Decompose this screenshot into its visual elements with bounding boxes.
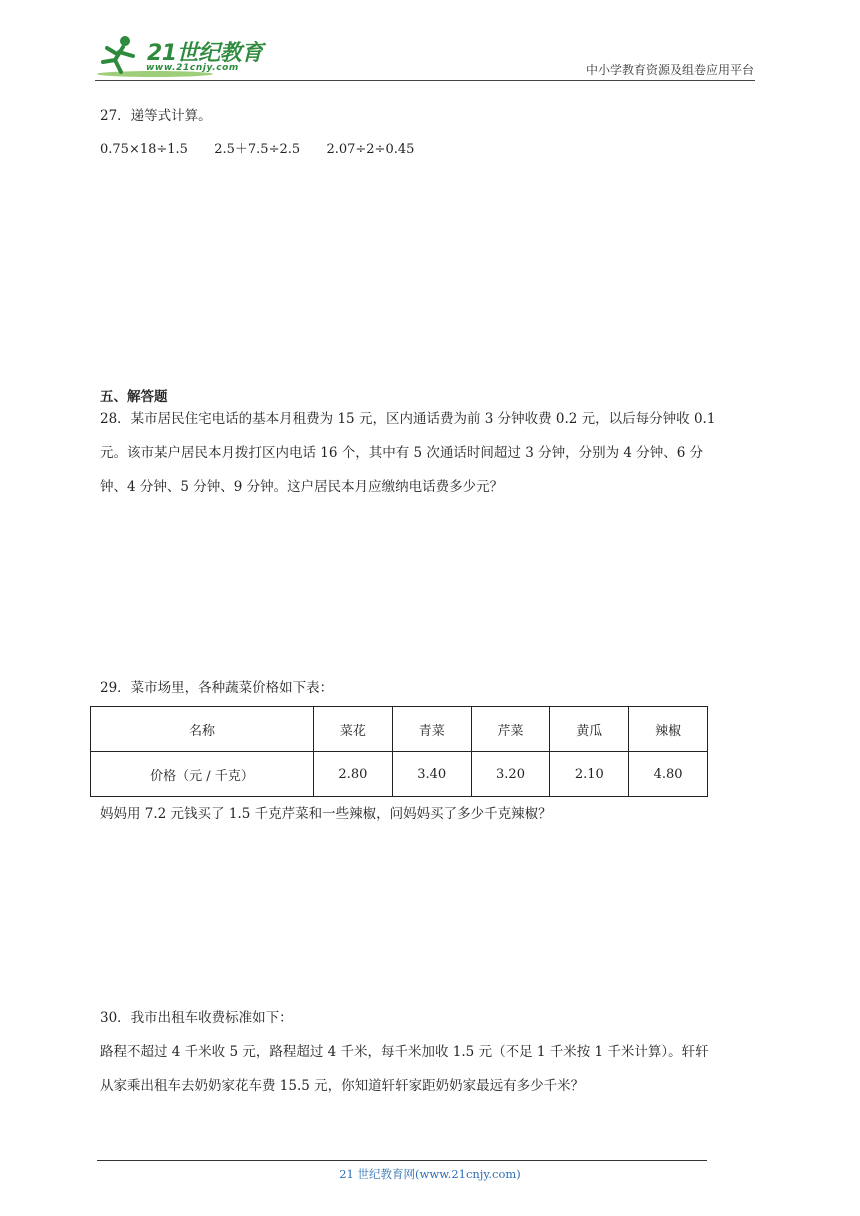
table-cell: 名称 bbox=[91, 707, 314, 752]
logo-text: 21世纪教育 bbox=[147, 41, 263, 66]
table-cell: 2.10 bbox=[550, 752, 629, 797]
q28-line-3: 钟、4 分钟、5 分钟、9 分钟。这户居民本月应缴纳电话费多少元？ bbox=[100, 479, 504, 495]
table-cell: 3.20 bbox=[471, 752, 550, 797]
q27-expr-2: 2.5＋7.5÷2.5 bbox=[214, 142, 301, 157]
table-cell: 3.40 bbox=[392, 752, 471, 797]
q27-title: 27．递等式计算。 bbox=[100, 108, 212, 124]
section-title: 五、解答题 bbox=[100, 389, 168, 405]
q30-line-2: 从家乘出租车去奶奶家花车费 15.5 元，你知道轩轩家距奶奶家最远有多少千米？ bbox=[100, 1078, 585, 1094]
q29-question: 妈妈用 7.2 元钱买了 1.5 千克芹菜和一些辣椒，问妈妈买了多少千克辣椒？ bbox=[100, 806, 552, 822]
q30-title: 30．我市出租车收费标准如下： bbox=[100, 1010, 293, 1026]
header-platform-text: 中小学教育资源及组卷应用平台 bbox=[585, 63, 754, 77]
table-cell: 黄瓜 bbox=[550, 707, 629, 752]
table-cell: 4.80 bbox=[629, 752, 708, 797]
table-cell: 价格（元 / 千克） bbox=[91, 752, 314, 797]
q27-expr-1: 0.75×18÷1.5 bbox=[100, 142, 188, 157]
q28-line-2: 元。该市某户居民本月拨打区内电话 16 个，其中有 5 次通话时间超过 3 分钟，分别为 4 分钟、6 分 bbox=[100, 445, 704, 461]
q29-title: 29．菜市场里，各种蔬菜价格如下表： bbox=[100, 680, 334, 696]
table-cell: 芹菜 bbox=[471, 707, 550, 752]
vegetable-price-table bbox=[90, 706, 708, 797]
q30-line-1: 路程不超过 4 千米收 5 元，路程超过 4 千米，每千米加收 1.5 元（不足 1 千米按 1 千米计算）。轩轩 bbox=[100, 1044, 709, 1060]
table-cell: 青菜 bbox=[392, 707, 471, 752]
q27-expressions bbox=[100, 143, 414, 156]
table-cell: 辣椒 bbox=[629, 707, 708, 752]
q27-expr-3: 2.07÷2÷0.45 bbox=[326, 142, 415, 157]
logo-url: www.21cnjy.com bbox=[146, 63, 239, 73]
q28-line-1: 28．某市居民住宅电话的基本月租费为 15 元，区内通话费为前 3 分钟收费 0.2 元，以后每分钟收 0.1 bbox=[100, 411, 716, 427]
footer-divider bbox=[97, 1160, 707, 1161]
footer-text: 21 世纪教育网(www.21cnjy.com) bbox=[339, 1167, 521, 1181]
table-cell: 菜花 bbox=[314, 707, 393, 752]
table-cell: 2.80 bbox=[314, 752, 393, 797]
table-row bbox=[91, 752, 708, 797]
header-divider bbox=[95, 80, 755, 81]
table-header-row bbox=[91, 707, 708, 752]
